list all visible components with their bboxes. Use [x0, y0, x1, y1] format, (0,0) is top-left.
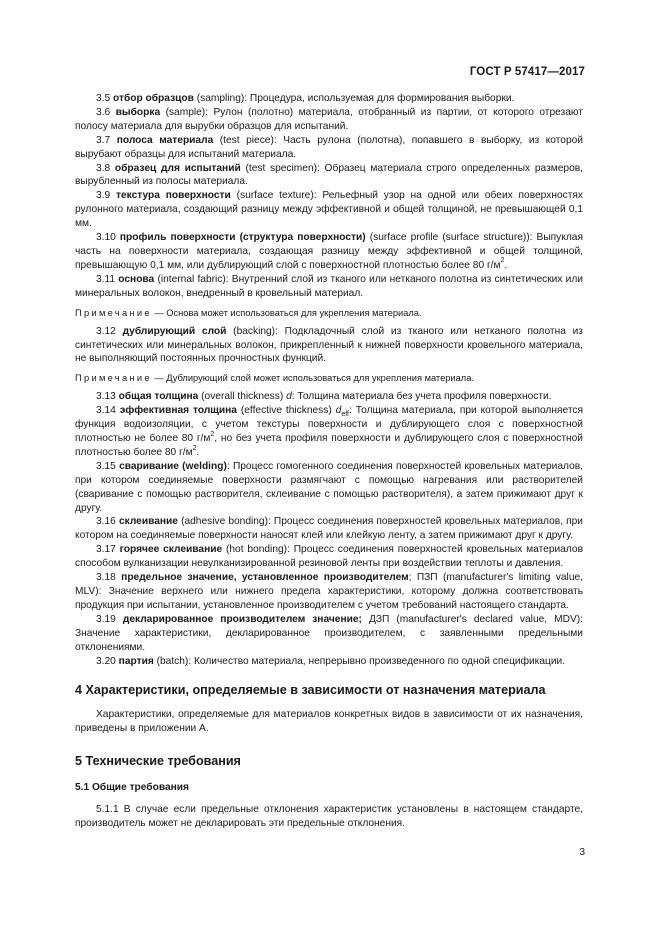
clause-5-1-1: 5.1.1 В случае если предельные отклонения характеристик установлены в настоящем стандарте, производитель может не декларировать эти предельные отклонения.: [75, 804, 583, 830]
page-content: [75, 92, 583, 831]
page-number: 3: [579, 847, 585, 858]
definition-3-13: 3.13 общая толщина (overall thickness) d: Толщина материала без учета профиля поверхности.: [96, 391, 552, 403]
definition-3-5: 3.5 отбор образцов (sampling): Процедура, используемая для формирования выборки.: [96, 93, 515, 104]
note-label: Примечание: [75, 307, 152, 318]
section-4-text: Характеристики, определяемые для материалов конкретных видов в зависимости от их назначения, приведены в приложении А.: [75, 709, 583, 735]
definition-3-20: 3.20 партия (batch): Количество материала, непрерывно произведенного по одной спецификации.: [96, 655, 566, 667]
standard-header: ГОСТ Р 57417—2017: [469, 66, 585, 78]
definition-3-11: 3.11 основа (internal fabric): Внутренний слой из тканого или нетканого полотна из синтетических или минеральных волокон, внедренный в кровельный материал.: [75, 273, 583, 299]
definition-3-19: 3.19 декларированное производителем значение; ДЗП (manufacturer's declared value, MDV): Значение характеристики, декларированное производителем, с заявленными предельными отклонениями.: [75, 613, 583, 653]
definition-3-16: 3.16 склеивание (adhesive bonding): Процесс соединения поверхностей кровельных материалов, при котором на соединяемые поверхности наносят клей или клейкую ленту, а затем прижимают друг к другу.: [75, 516, 583, 542]
section-5-heading: 5 Технические требования: [75, 754, 241, 769]
definition-3-12: 3.12 дублирующий слой (backing): Подкладочный слой из тканого или нетканого полотна из синтетических или минеральных волокон, прикрепленный к нижней поверхности кровельного материала, не выполняющий постоянных прочностных функций.: [75, 325, 583, 365]
definition-3-18: 3.18 предельное значение, установленное производителем; ПЗП (manufacturer's limiting value, MLV): Значение верхнего или нижнего предела характеристики, которому должна соответствовать продукция при испытании, установленное производителем с учетом требований настоящего стандарта.: [75, 572, 583, 611]
note-2: Примечание — Дублирующий слой может использоваться для укрепления материала.: [75, 373, 474, 384]
definition-3-9: 3.9 текстура поверхности (surface texture): Рельефный узор на одной или обеих поверхностях рулонного материала, создающий разницу между эффективной и общей толщиной, не превышающей 0,1 мм.: [75, 190, 583, 230]
definition-3-17: 3.17 горячее склеивание (hot bonding): Процесс соединения поверхностей кровельных материалов способом вулканизации невулканизированной резиновой ленты при воздействии теплоты и давления.: [75, 544, 583, 570]
definition-3-15: 3.15 сваривание (welding): Процесс гомогенного соединения поверхностей кровельных материалов, при котором соединяемые поверхности размягчают с помощью нагревания или растворителей (сваривание с помощью растворителя, склеивание с помощью растворителя), а затем прижимают друг к другу.: [75, 460, 583, 514]
section-4-heading: 4 Характеристики, определяемые в зависимости от назначения материала: [75, 683, 546, 698]
note-label: Примечание: [75, 373, 152, 384]
definition-3-14: 3.14 эффективная толщина (effective thickness) $d_{eff}$: Толщина материала, при которой выполняется функция водоизоляции, с учетом текстуры поверхности и дублирующего слоя с поверхностной плотностью не более 80 $г/м^2$, но без учета профиля поверхности и дублирующего слоя с поверхностной плотностью более 80 $г/м^2$.: [75, 405, 583, 458]
definition-3-10: 3.10 профиль поверхности (структура поверхности) (surface profile (surface structure)): Выпуклая часть на поверхности материала, создающая разницу между эффективной и общей толщиной, превышающую 0,1 мм, или дублирующий слой с поверхностной плотностью более 80 $г/м^2$.: [75, 232, 583, 271]
definition-3-7: 3.7 полоса материала (test piece): Часть рулона (полотна), попавшего в выборку, из которой вырубают образцы для испытаний материала.: [75, 134, 583, 160]
definition-3-8: 3.8 образец для испытаний (test specimen): Образец материала строго определенных размеров, вырубленный из полосы материала.: [75, 162, 584, 188]
definition-3-6: 3.6 выборка (sample): Рулон (полотно) материала, отобранный из партии, от которого отрезают полосу материала для вырубки образцов для испытаний.: [75, 106, 583, 132]
note-1: Примечание — Основа может использоваться для укрепления материала.: [75, 307, 422, 318]
subsection-5-1-heading: 5.1 Общие требования: [75, 782, 189, 794]
